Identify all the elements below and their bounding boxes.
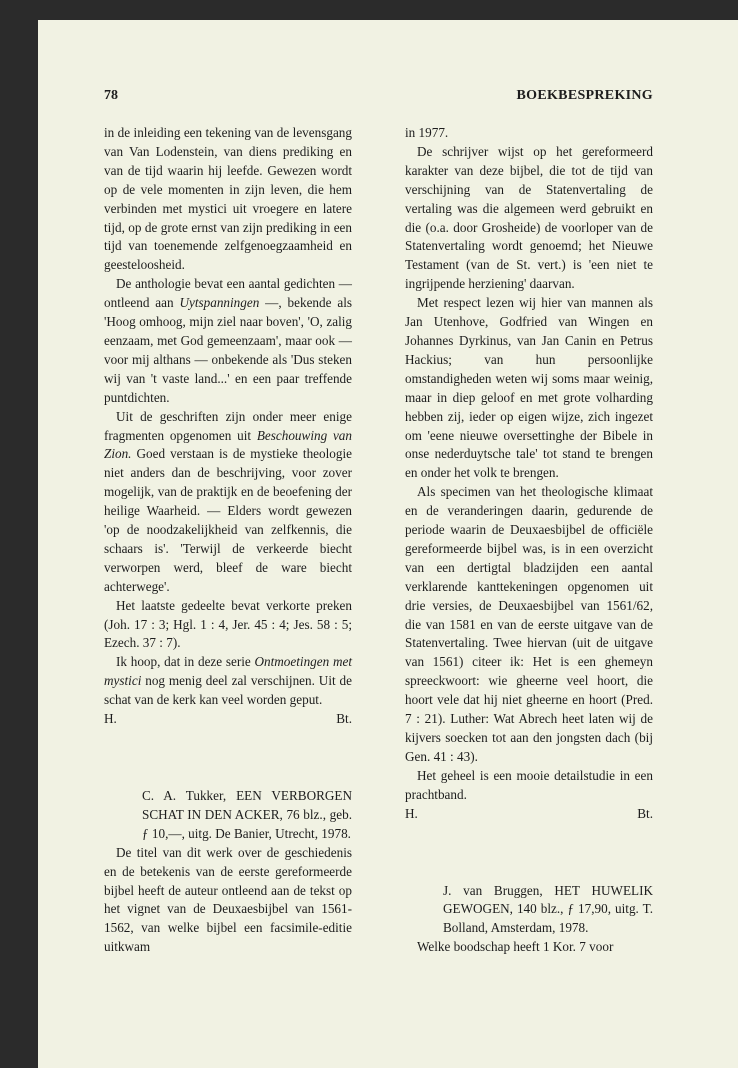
italic-title: Uytspanningen <box>179 295 260 311</box>
paragraph: De titel van dit werk over de geschiedenis en de betekenis van de eerste gereformeerde bijbel heeft de auteur ontleend aan de tekst op het vignet van de Deuxaesbijbel van 1561-1562, van welke bijbel een facsimile-editie uitkwam <box>104 844 352 955</box>
review-heading: J. van Bruggen, HET HUWELIK GEWOGEN, 140 blz., ƒ 17,90, uitg. T. Bolland, Amsterdam, 1978. <box>443 882 653 936</box>
left-column <box>104 124 352 957</box>
signature-name: Bt. <box>336 711 352 727</box>
paragraph: Het geheel is een mooie detailstudie in een prachtband. <box>405 767 653 802</box>
paragraph: Welke boodschap heeft 1 Kor. 7 voor <box>417 939 614 955</box>
paragraph: Als specimen van het theologische klimaat en de veranderingen daarin, gedurende de periode waarin de Deuxaesbijbel de officiële gereformeerde bijbel was, is in een overzicht van een dertigtal bladzijden een aantal verklarende kanttekeningen opgenomen uit drie versies, de Deuxaesbijbel van 1561/62, die van 1581 en van de eerste uitgave van de Statenvertaling. Twee hiervan (uit de uitgave van 1561) citeer ik: Het is een ghemeyn spreeckwoort: wie gheerne veel hoort, die hoort vele dat hij niet gheerne en hoort (Pred. 7 : 21). Luther: Wat Abrech heet laten wij de kijvers soecken tot aan den jongsten dach (bij Gen. 41 : 43). <box>405 484 653 764</box>
italic-title: Ontmoetingen met mystici <box>104 654 352 689</box>
paragraph: De schrijver wijst op het gereformeerd karakter van deze bijbel, die tot de tijd van verschijning van de Statenvertaling de vertaling was die algemeen werd gebruikt en die (o.a. door Grosheide) de voorloper van de Statenvertaling wordt genoemd; het Nieuwe Testament (van de St. vert.) is 'een niet te ingrijpende herziening' daarvan. <box>405 143 653 292</box>
paragraph: Met respect lezen wij hier van mannen als Jan Utenhove, Godfried van Wingen en Johannes Dyrkinus, van Jan Canin en Petrus Hackius; van hun persoonlijke omstandigheden weten wij soms maar weinig, maar in diep geloof en met grote volharding hebben zij, ieder op eigen wijze, zich ingezet om 'eene nieuwe oversettinghe der Bibele in onse nederduytsche tale' tot stand te brengen en onder het volk te brengen. <box>405 295 653 481</box>
review-heading: C. A. Tukker, EEN VERBORGEN SCHAT IN DEN ACKER, 76 blz., geb. ƒ 10,—, uitg. De Banier, Utrecht, 1978. <box>142 788 352 841</box>
paragraph: Ik hoop, dat in deze serie Ontmoetingen met mystici nog menig deel zal verschijnen. Uit de schat van de kerk kan veel worden geput. <box>104 654 352 708</box>
page-number: 78 <box>104 88 118 103</box>
paragraph: in de inleiding een tekening van de levensgang van Van Lodenstein, van diens prediking en van de tijd waarin hij leefde. Gewezen wordt op de vele momenten in zijn leven, die hem verbinden met mystici uit vroegere en latere tijd, op de grote ernst van zijn prediking in een tijd van toenemende zelfgenoegzaamheid en geesteloosheid. <box>104 125 352 273</box>
paragraph: Uit de geschriften zijn onder meer enige fragmenten opgenomen uit Beschouwing van Zion. Goed verstaan is de mystieke theologie niet anders dan de beschrijving, voor zover mogelijk, van de praktijk en de beoefening der heilige Waarheid. — Elders wordt gewezen 'op de noodzakelijkheid van zelfkennis, die schaars is'. 'Terwijl de verkeerde biecht verworpen werd, bleef de ware biecht achterwege'. <box>104 408 352 594</box>
signature-initial: H. <box>104 711 117 727</box>
review-signature <box>405 805 653 824</box>
review-signature <box>104 710 352 729</box>
paragraph: De anthologie bevat een aantal gedichten — ontleend aan Uytspanningen —, bekende als 'Hoog omhoog, mijn ziel naar boven', 'O, zalig eenzaam, met God gemeenzaam', maar ook — voor mij althans — onbekende als 'Dus steken wij van 't vaste land...' en een paar treffende puntdichten. <box>104 276 352 405</box>
signature-initial: H. <box>405 805 418 821</box>
running-title: BOEKBESPREKING <box>516 88 653 103</box>
paragraph: Het laatste gedeelte bevat verkorte preken (Joh. 17 : 3; Hgl. 1 : 4, Jer. 45 : 4; Jes. 58 : 5; Ezech. 37 : 7). <box>104 597 352 651</box>
italic-title: Beschouwing van Zion. <box>104 427 352 462</box>
signature-name: Bt. <box>637 805 653 821</box>
paragraph: in 1977. <box>405 125 449 140</box>
right-column <box>405 124 653 957</box>
